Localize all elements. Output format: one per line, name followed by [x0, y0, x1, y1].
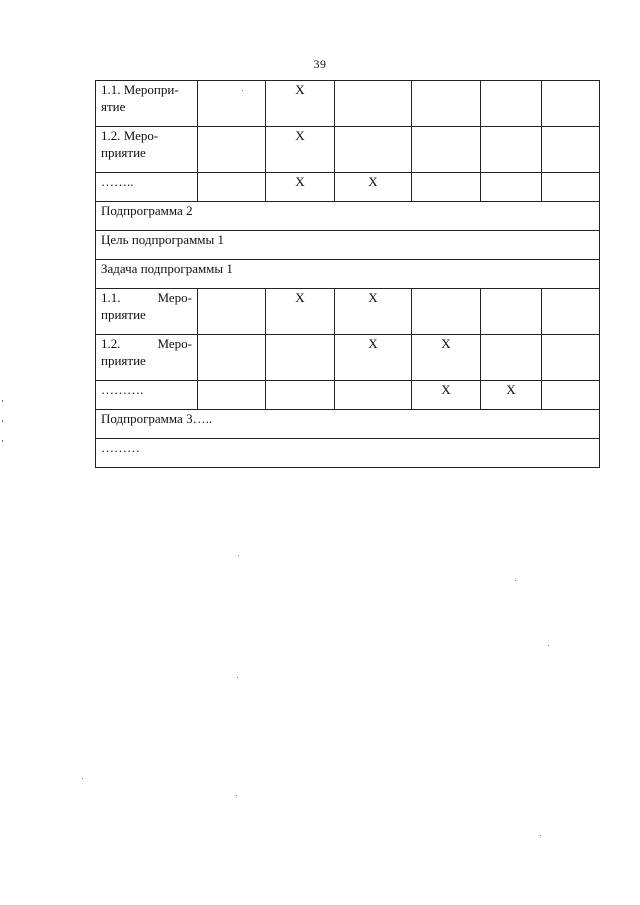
period-mark-cell: [198, 173, 266, 202]
section-row: [96, 439, 600, 468]
period-mark-cell: [335, 381, 412, 410]
section-row: [96, 410, 600, 439]
activity-name-line: 1.1. Меропри-: [101, 82, 179, 97]
period-mark-cell: X: [266, 127, 335, 173]
period-mark-cell: X: [335, 173, 412, 202]
period-mark-cell: [335, 127, 412, 173]
period-mark-cell: X: [266, 289, 335, 335]
activity-name-line: ……..: [101, 174, 134, 189]
period-mark-cell: X: [335, 335, 412, 381]
period-mark-cell: [412, 127, 481, 173]
activity-name-cell: [96, 289, 198, 335]
table-row: [96, 81, 600, 127]
scan-speck: [2, 400, 3, 402]
page-number: 39: [313, 57, 327, 71]
scan-speck: [2, 420, 3, 422]
period-mark-cell: [198, 381, 266, 410]
period-mark-cell: [412, 81, 481, 127]
period-mark-cell: [481, 173, 542, 202]
section-label: ………: [96, 439, 600, 468]
period-mark-cell: [481, 289, 542, 335]
activity-name-line: ятие: [101, 99, 126, 114]
activity-name-part: Меро-: [157, 336, 192, 351]
scan-speck: [540, 835, 541, 836]
period-mark-cell: X: [412, 335, 481, 381]
section-row: [96, 260, 600, 289]
section-row: [96, 231, 600, 260]
period-mark-cell: X: [266, 173, 335, 202]
scan-speck: [82, 778, 83, 779]
activity-name-line: 1.2. Меро-: [101, 128, 159, 143]
activity-name-cell: [96, 335, 198, 381]
period-mark-cell: [542, 81, 600, 127]
section-label: Задача подпрограммы 1: [96, 260, 600, 289]
section-label: Цель подпрограммы 1: [96, 231, 600, 260]
period-mark-cell: [542, 127, 600, 173]
activity-name-cell: [96, 173, 198, 202]
table-row: [96, 381, 600, 410]
period-mark-cell: [198, 81, 266, 127]
activity-name-part: приятие: [101, 307, 146, 322]
period-mark-cell: [481, 81, 542, 127]
scan-speck: [237, 677, 238, 678]
scan-speck: [2, 440, 3, 442]
period-mark-cell: [412, 173, 481, 202]
period-mark-cell: [481, 127, 542, 173]
period-mark-cell: [266, 335, 335, 381]
section-label: Подпрограмма 3…..: [96, 410, 600, 439]
period-mark-cell: [412, 289, 481, 335]
period-mark-cell: X: [481, 381, 542, 410]
section-row: [96, 202, 600, 231]
scan-speck: [236, 795, 237, 796]
activity-name-cell: [96, 81, 198, 127]
period-mark-cell: [542, 381, 600, 410]
activity-name-part: Меро-: [157, 290, 192, 305]
period-mark-cell: [542, 173, 600, 202]
period-mark-cell: [198, 289, 266, 335]
activity-name-line: ……….: [101, 382, 144, 397]
activity-name-part: 1.1.: [101, 290, 121, 305]
activity-name-cell: [96, 127, 198, 173]
period-mark-cell: X: [266, 81, 335, 127]
activity-plan-table: [95, 80, 600, 468]
period-mark-cell: [335, 81, 412, 127]
activity-name-line: приятие: [101, 145, 146, 160]
period-mark-cell: [198, 335, 266, 381]
section-label: Подпрограмма 2: [96, 202, 600, 231]
period-mark-cell: [542, 289, 600, 335]
activity-name-part: приятие: [101, 353, 146, 368]
table-row: [96, 127, 600, 173]
activity-name-cell: [96, 381, 198, 410]
period-mark-cell: [266, 381, 335, 410]
period-mark-cell: [542, 335, 600, 381]
period-mark-cell: X: [412, 381, 481, 410]
table-row: [96, 289, 600, 335]
period-mark-cell: X: [335, 289, 412, 335]
period-mark-cell: [481, 335, 542, 381]
scan-speck: [238, 555, 239, 556]
scan-speck: [242, 90, 243, 91]
scan-speck: [515, 580, 516, 581]
activity-name-part: 1.2.: [101, 336, 121, 351]
table-row: [96, 335, 600, 381]
period-mark-cell: [198, 127, 266, 173]
table-row: [96, 173, 600, 202]
scan-speck: [548, 645, 549, 646]
